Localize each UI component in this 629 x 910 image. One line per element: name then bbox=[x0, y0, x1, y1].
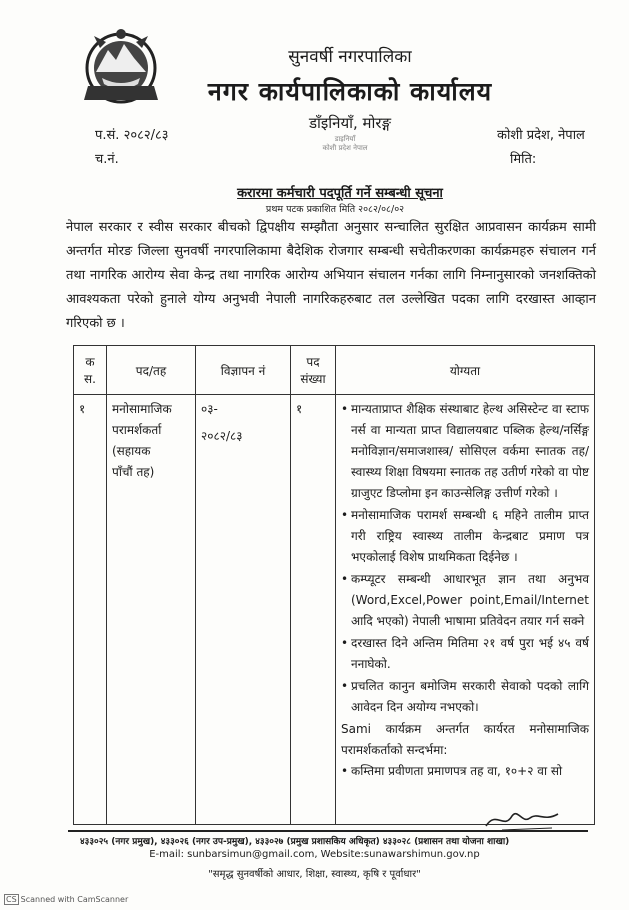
bullet-dot-icon: • bbox=[341, 679, 349, 693]
qualification-text: मनोसामाजिक परामर्श सम्बन्धी ६ महिने तालीम प्राप्त गरी राष्ट्रिय स्वास्थ्य तालीम केन्द्रबाट प्रमाण पत्र भएकोलाई विशेष प्राथमिकता दिईनेछ । bbox=[351, 508, 589, 564]
camscanner-icon: CS bbox=[6, 895, 17, 904]
nepal-emblem-icon bbox=[82, 26, 160, 108]
table-row bbox=[74, 395, 595, 825]
bullet-dot-icon: • bbox=[341, 508, 349, 522]
cell-serial: १ bbox=[74, 395, 107, 825]
post-line-4: पाँचौं तह) bbox=[112, 465, 155, 479]
stamp-line-2: कोशी प्रदेश नेपाल bbox=[322, 144, 368, 152]
bullet-dot-icon: • bbox=[341, 572, 349, 586]
vacancy-table bbox=[73, 345, 595, 825]
office-name: नगर कार्यपालिकाको कार्यालय bbox=[207, 77, 493, 106]
post-line-3: (सहायक bbox=[112, 444, 151, 458]
post-line-2: परामर्शकर्ता bbox=[112, 423, 162, 437]
footer-contact: E-mail: sunbarsimun@gmail.com, Website:sunawarshimun.gov.np bbox=[149, 849, 480, 860]
qualification-bullet bbox=[341, 569, 589, 632]
scanner-text: Scanned with CamScanner bbox=[20, 895, 129, 904]
bullet-dot-icon: • bbox=[341, 764, 349, 778]
qualification-text: दरखास्त दिने अन्तिम मितिमा २१ वर्ष पुरा भई ४५ वर्ष ननाघेको. bbox=[351, 636, 589, 671]
qualification-text: कम्प्यूटर सम्बन्धी आधारभूत ज्ञान तथा अनुभव (Word,Excel,Power point,Email/Internet आदि भएको) नेपाली भाषामा प्रतिवेदन तयार गर्न सक्ने bbox=[351, 572, 589, 628]
qualification-bullet bbox=[341, 676, 589, 718]
notice-title: करारमा कर्मचारी पदपूर्ति गर्ने सम्बन्धी सूचना bbox=[237, 186, 443, 201]
cell-ad-number bbox=[196, 395, 291, 825]
notice-intro: नेपाल सरकार र स्वीस सरकार बीचको द्विपक्षीय सम्झौता अनुसार सन्चालित सुरक्षित आप्रवासन कार्यक्रम सामी अन्तर्गत मोरङ जिल्ला सुनवर्षी नगरपालिकामा बैदेशिक रोजगार सम्बन्धी सचेतीकरणका कार्यक्रमहरु संचालन गर्न तथा नागरिक आरोग्य सेवा केन्द्र तथा नागरिक आरोग्य अभियान संचालन गर्नका लागि निम्नानुसारको जनशक्तिको आवश्यकता परेको हुनाले योग्य अनुभवी नेपाली नागरिकहरुबाट तल उल्लेखित पदका लागि दरखास्त आव्हान गरिएको छ । bbox=[66, 220, 596, 331]
ad-number-line-2: २०८२/८३ bbox=[201, 429, 243, 443]
reference-number: प.सं. २०८२/८३ bbox=[95, 128, 169, 143]
province-name: कोशी प्रदेश, नेपाल bbox=[497, 128, 585, 143]
header-serial: क स. bbox=[74, 346, 107, 395]
qualification-text: प्रचलित कानुन बमोजिम सरकारी सेवाको पदको लागि आवेदन दिन अयोग्य नभएको। bbox=[351, 679, 589, 714]
table-header-row bbox=[74, 346, 595, 395]
bullet-dot-icon: • bbox=[341, 402, 349, 416]
post-line-1: मनोसामाजिक bbox=[112, 402, 172, 416]
date-label: मिति: bbox=[510, 152, 537, 167]
publication-date: प्रथम पटक प्रकाशित मिति २०८२/०८/०२ bbox=[265, 204, 405, 215]
cell-post-count: १ bbox=[291, 395, 336, 825]
office-location: डाँइनियाँ, मोरङ्ग bbox=[308, 114, 392, 132]
header-qualification: योग्यता bbox=[336, 346, 595, 395]
footer-divider bbox=[68, 830, 588, 832]
cell-qualification bbox=[336, 395, 595, 825]
qualification-bullet bbox=[341, 633, 589, 675]
header-post-count: पद संख्या bbox=[291, 346, 336, 395]
stamp-line-1: डाइनियाँ bbox=[334, 135, 356, 143]
qualification-bullet bbox=[341, 505, 589, 568]
bullet-dot-icon: • bbox=[341, 636, 349, 650]
sami-note: Sami कार्यक्रम अन्तर्गत कार्यरत मनोसामाजिक परामर्शकर्ताको सन्दर्भमा: bbox=[341, 722, 589, 757]
qualification-bullet bbox=[341, 761, 589, 782]
header-ad-number: विज्ञापन नं bbox=[196, 346, 291, 395]
ad-number-line-1: ०३- bbox=[201, 402, 218, 416]
cell-post bbox=[107, 395, 196, 825]
municipality-name: सुनवर्षी नगरपालिका bbox=[288, 47, 412, 67]
scanner-watermark bbox=[4, 894, 128, 905]
header-post: पद/तह bbox=[107, 346, 196, 395]
office-stamp bbox=[300, 135, 390, 153]
qualification-bullet bbox=[341, 399, 589, 504]
qualification-text: मान्यताप्राप्त शैक्षिक संस्थाबाट हेल्थ असिस्टेन्ट वा स्टाफ नर्स वा मान्यता प्राप्त विद्यालयबाट पब्लिक हेल्थ/नर्सिङ्ग मनोविज्ञान/समाजशास्त्र/ सोसिएल वर्कमा स्नातक तह/स्वास्थ्य शिक्षा विषयमा स्नातक तह उतीर्ण गरेको वा पोष्ट ग्राजुएट डिप्लोमा इन काउन्सेलिङ्ग उत्तीर्ण गरेको । bbox=[351, 402, 589, 500]
qualification-text: कम्तिमा प्रवीणता प्रमाणपत्र तह वा, १०+२ वा सो bbox=[351, 764, 563, 778]
footer-slogan: "समृद्ध सुनवर्षीको आधार, शिक्षा, स्वास्थ्य, कृषि र पूर्वाधार" bbox=[208, 869, 421, 880]
dispatch-number: च.नं. bbox=[95, 152, 119, 167]
footer-phone-numbers: ४३३०२५ (नगर प्रमुख), ४३३०२६ (नगर उप-प्रमुख), ४३३०२७ (प्रमुख प्रशासकिय अधिकृत) ४३३०२८ (प्रशासन तथा योजना शाखा) bbox=[80, 837, 510, 847]
